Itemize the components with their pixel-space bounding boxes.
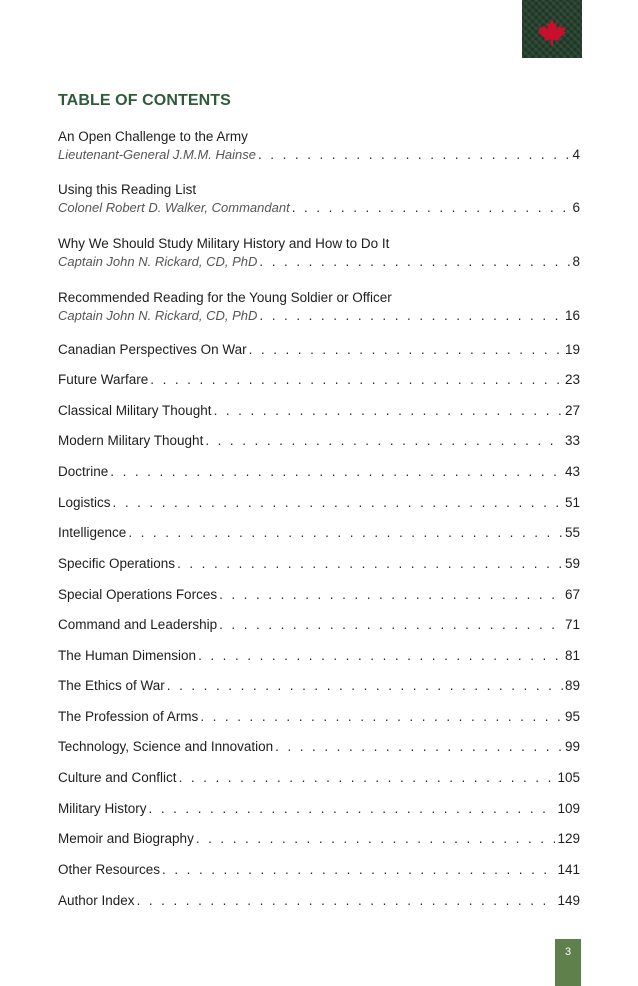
toc-entry-title: Special Operations Forces (58, 587, 218, 602)
toc-entry-title: Doctrine (58, 464, 109, 479)
toc-entry-author: Lieutenant-General J.M.M. Hainse (58, 147, 256, 162)
toc-entry[interactable] (58, 432, 580, 450)
toc-entry[interactable] (58, 677, 580, 695)
toc-entry-page: 51 (564, 495, 580, 510)
toc-entry-title: Specific Operations (58, 556, 176, 571)
toc-entry-title: Modern Military Thought (58, 433, 204, 448)
toc-entry-page: 55 (564, 525, 580, 540)
toc-entry[interactable] (58, 708, 580, 726)
toc-entry-page: 8 (572, 254, 580, 269)
toc-entry[interactable] (58, 861, 580, 879)
toc-entry[interactable] (58, 402, 580, 420)
dot-leader (113, 494, 563, 512)
toc-entry-title: Command and Leadership (58, 617, 218, 632)
toc-entry-page: 109 (557, 801, 580, 816)
dot-leader (275, 738, 563, 756)
toc-entry-title: Author Index (58, 893, 135, 908)
dot-leader (258, 146, 571, 164)
toc-entry[interactable] (58, 769, 580, 787)
dot-leader (167, 677, 563, 695)
toc-entry-page: 19 (564, 342, 580, 357)
maple-leaf-icon (537, 18, 567, 46)
toc-entry[interactable] (58, 616, 580, 634)
page-number-tab: 3 (555, 939, 581, 986)
toc-entry[interactable] (58, 371, 580, 389)
toc-entry-title: Culture and Conflict (58, 770, 177, 785)
dot-leader (205, 432, 563, 450)
toc-entry-page: 6 (572, 200, 580, 215)
dot-leader (259, 307, 563, 325)
dot-leader (162, 861, 555, 879)
toc-entry-title: An Open Challenge to the Army (58, 129, 248, 144)
maple-leaf-emblem (522, 0, 582, 58)
dot-leader (110, 463, 563, 481)
dot-leader (128, 524, 563, 542)
toc-entry[interactable] (58, 128, 580, 164)
toc-entry[interactable] (58, 830, 580, 848)
dot-leader (196, 830, 556, 848)
toc-entry-page: 99 (564, 739, 580, 754)
toc-entry-page: 141 (557, 862, 580, 877)
toc-entry-page: 16 (564, 308, 580, 323)
toc-entry[interactable] (58, 341, 580, 359)
toc-entry-page: 43 (564, 464, 580, 479)
dot-leader (198, 647, 563, 665)
toc-entry[interactable] (58, 800, 580, 818)
dot-leader (200, 708, 563, 726)
toc-entry-page: 105 (557, 770, 580, 785)
toc-entry-page: 27 (564, 403, 580, 418)
toc-entry-author: Colonel Robert D. Walker, Commandant (58, 200, 290, 215)
toc-entry-title: The Profession of Arms (58, 709, 199, 724)
dot-leader (214, 402, 563, 420)
toc-entry-title: Memoir and Biography (58, 831, 194, 846)
toc-entry[interactable] (58, 647, 580, 665)
toc-entry-page: 129 (557, 831, 580, 846)
toc-entry-title: Future Warfare (58, 372, 149, 387)
toc-entry-title: Why We Should Study Military History and How to Do It (58, 236, 390, 251)
toc-entry-page: 89 (564, 678, 580, 693)
toc-entry-author: Captain John N. Rickard, CD, PhD (58, 308, 258, 323)
toc-entry-author: Captain John N. Rickard, CD, PhD (58, 254, 258, 269)
dot-leader (137, 892, 556, 910)
toc-entry-page: 23 (564, 372, 580, 387)
toc-entry-page: 81 (564, 648, 580, 663)
toc-entry-title: Intelligence (58, 525, 127, 540)
toc-entry-title: Military History (58, 801, 147, 816)
page-title: TABLE OF CONTENTS (58, 92, 231, 109)
dot-leader (177, 555, 563, 573)
toc-entry[interactable] (58, 892, 580, 910)
dot-leader (150, 371, 563, 389)
toc-entry[interactable] (58, 463, 580, 481)
dot-leader (149, 800, 556, 818)
toc-entry[interactable] (58, 235, 580, 271)
toc-entry[interactable] (58, 494, 580, 512)
dot-leader (292, 199, 571, 217)
dot-leader (179, 769, 556, 787)
toc-entry-title: The Ethics of War (58, 678, 165, 693)
toc-entry-page: 149 (557, 893, 580, 908)
toc-entry-title: Canadian Perspectives On War (58, 342, 247, 357)
toc-entry[interactable] (58, 586, 580, 604)
toc-entry[interactable] (58, 555, 580, 573)
toc-entry-title: Using this Reading List (58, 182, 197, 197)
dot-leader (219, 616, 563, 634)
toc-entry-title: Technology, Science and Innovation (58, 739, 274, 754)
dot-leader (219, 586, 563, 604)
toc-entry-page: 95 (564, 709, 580, 724)
toc-entry-page: 33 (564, 433, 580, 448)
toc-entry[interactable] (58, 181, 580, 217)
toc-entry[interactable] (58, 524, 580, 542)
toc-entry-page: 67 (564, 587, 580, 602)
toc-entry-page: 71 (564, 617, 580, 632)
dot-leader (249, 341, 563, 359)
toc-entry-page: 4 (572, 147, 580, 162)
toc-entry[interactable] (58, 289, 580, 325)
toc-entry-title: Other Resources (58, 862, 161, 877)
toc-entry-title: Classical Military Thought (58, 403, 212, 418)
dot-leader (259, 253, 570, 271)
toc-entry[interactable] (58, 738, 580, 756)
toc-entry-title: The Human Dimension (58, 648, 197, 663)
toc-entry-page: 59 (564, 556, 580, 571)
toc-entry-title: Logistics (58, 495, 111, 510)
toc-entry-title: Recommended Reading for the Young Soldier or Officer (58, 290, 392, 305)
